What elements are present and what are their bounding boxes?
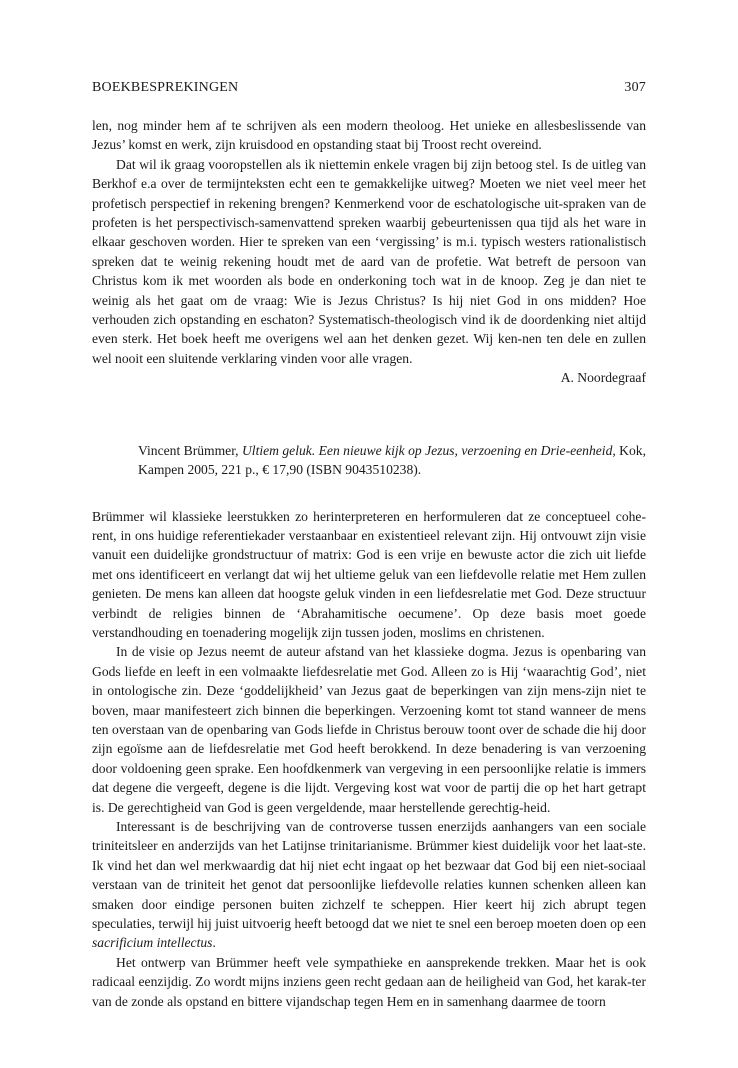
review-two-paragraph-1: Brümmer wil klassieke leerstukken zo herinterpreteren en herformuleren dat ze conceptueel cohe-rent, in ons huidige referentiekader verstaanbaar en existentieel relevant zijn. Hij ontvouwt zijn visie vanuit een duidelijke grondstructuur of matrix: God is een vrije en bewuste actor die zich uit liefde met ons identificeert en verlangt dat wij het ultieme geluk van een liefdevolle relatie met Hem zullen genieten. De mens kan alleen dat hoogste geluk vinden in een liefdesrelatie met God. Deze structuur verbindt de religies binnen de ‘Abrahamitische oecumene’. Op deze basis moet goede verstandhouding en toenadering mogelijk zijn tussen joden, moslims en christenen. — [92, 508, 646, 640]
review-one-paragraph-2: Dat wil ik graag vooropstellen als ik niettemin enkele vragen bij zijn betoog stel. Is de uitleg van Berkhof e.a over de termijnteksten echt een te gemakkelijke uitweg? Moeten we niet veel meer het profetisch perspectief in rekening brengen? Kenmerkend voor de eschatologische uit-spraken van de profeten is het perspectivisch-samenvattend spreken waarbij gebeurtenissen qua tijd als het ware in elkaar geschoven worden. Hier te spreken van een ‘vergissing’ is m.i. typisch westers rationalistisch spreken dat te weinig rekening houdt met de aard van de profetie. Wat betreft de persoon van Christus kom ik met woorden als bode en onderkoning toch wat in de knoop. Zeg je dan niet te weinig als het gaat om de vraag: Wie is Jezus Christus? Is hij niet God in ons midden? Hoe verhouden zich opstanding en eschaton? Systematisch-theologisch vind ik de doordenking niet altijd even sterk. Het boek heeft me overigens wel aan het denken gezet. Wij ken-nen ten dele en zullen wel nooit een sluitende verklaring vinden voor alle vragen. — [92, 156, 646, 366]
review-two-paragraph-4: Het ontwerp van Brümmer heeft vele sympathieke en aansprekende trekken. Maar het is ook radicaal eenzijdig. Zo wordt mijns inziens geen recht gedaan aan de heiligheid van God, het karak-ter van de zonde als opstand en bittere vijandschap tegen Hem en in samenhang daarmee de toorn — [92, 954, 646, 1009]
review-one-paragraph-1: len, nog minder hem af te schrijven als een modern theoloog. Het unieke en allesbeslissende van Jezus’ komst en werk, zijn kruisdood en opstanding staat bij Troost recht overeind. — [92, 118, 646, 153]
review-two-paragraph-3 — [92, 817, 646, 953]
book-title: Ultiem geluk. Een nieuwe kijk op Jezus, verzoening en Drie-eenheid — [241, 442, 613, 458]
paragraph-3-text: Interessant is de beschrijving van de controverse tussen enerzijds aanhangers van een sociale triniteitsleer en anderzijds van het Latijnse trinitarianisme. Brümmer kiest duidelijk voor het laat-ste. Ik vind het dan wel merkwaardig dat hij niet echt ingaat op het bezwaar dat God bij een niet-sociaal verstaan van de triniteit het genot dat persoonlijke liefdevolle relaties kunnen schenken alleen kan smaken door eindige personen buiten zichzelf te scheppen. Hier keert hij zich abrupt tegen speculaties, terwijl hij juist uitvoerig heeft betoogd dat we niet te snel een beroep moeten doen op een — [92, 819, 646, 932]
paragraph-3-end: . — [212, 935, 216, 951]
book-author: Vincent Brümmer, — [138, 442, 242, 458]
section-spacer — [92, 388, 646, 441]
reviewer-signature: A. Noordegraaf — [560, 370, 646, 386]
running-head — [92, 78, 646, 98]
section-spacer — [92, 480, 646, 507]
book-reference — [138, 441, 646, 480]
section-title: BOEKBESPREKINGEN — [92, 80, 239, 95]
latin-phrase: sacrificium intellectus — [92, 935, 213, 951]
book-details: , Kok, Kampen 2005, 221 p., € 17,90 (ISBN 9043510238). — [138, 442, 646, 478]
review-two-paragraph-2: In de visie op Jezus neemt de auteur afstand van het klassieke dogma. Jezus is openbaring van Gods liefde en leeft in een volmaakte liefdesrelatie met God. Alleen zo is Hij ‘waarachtig God’, niet in ontologische zin. Deze ‘goddelijkheid’ van Jezus gaat de beperkingen van zijn mens-zijn niet te boven, maar manifesteert zich binnen die beperkingen. Verzoening komt tot stand wanneer de mens ten overstaan van de openbaring van Gods liefde in Christus berouw toont over de schade die hij door zijn egoïsme aan de liefdesrelatie met God heeft berokkend. In deze benadering is van verzoening door voldoening geen sprake. Een hoofdkenmerk van vergeving in een persoonlijke relatie is immers dat degene die vergeeft, degene is die lijdt. Vergeving kost wat voor de partij die op het hart getrapt is. De gerechtigheid van God is geen vergeldende, maar herstellende gerechtig-heid. — [92, 644, 646, 815]
page-number: 307 — [624, 80, 646, 95]
page — [92, 78, 646, 1011]
